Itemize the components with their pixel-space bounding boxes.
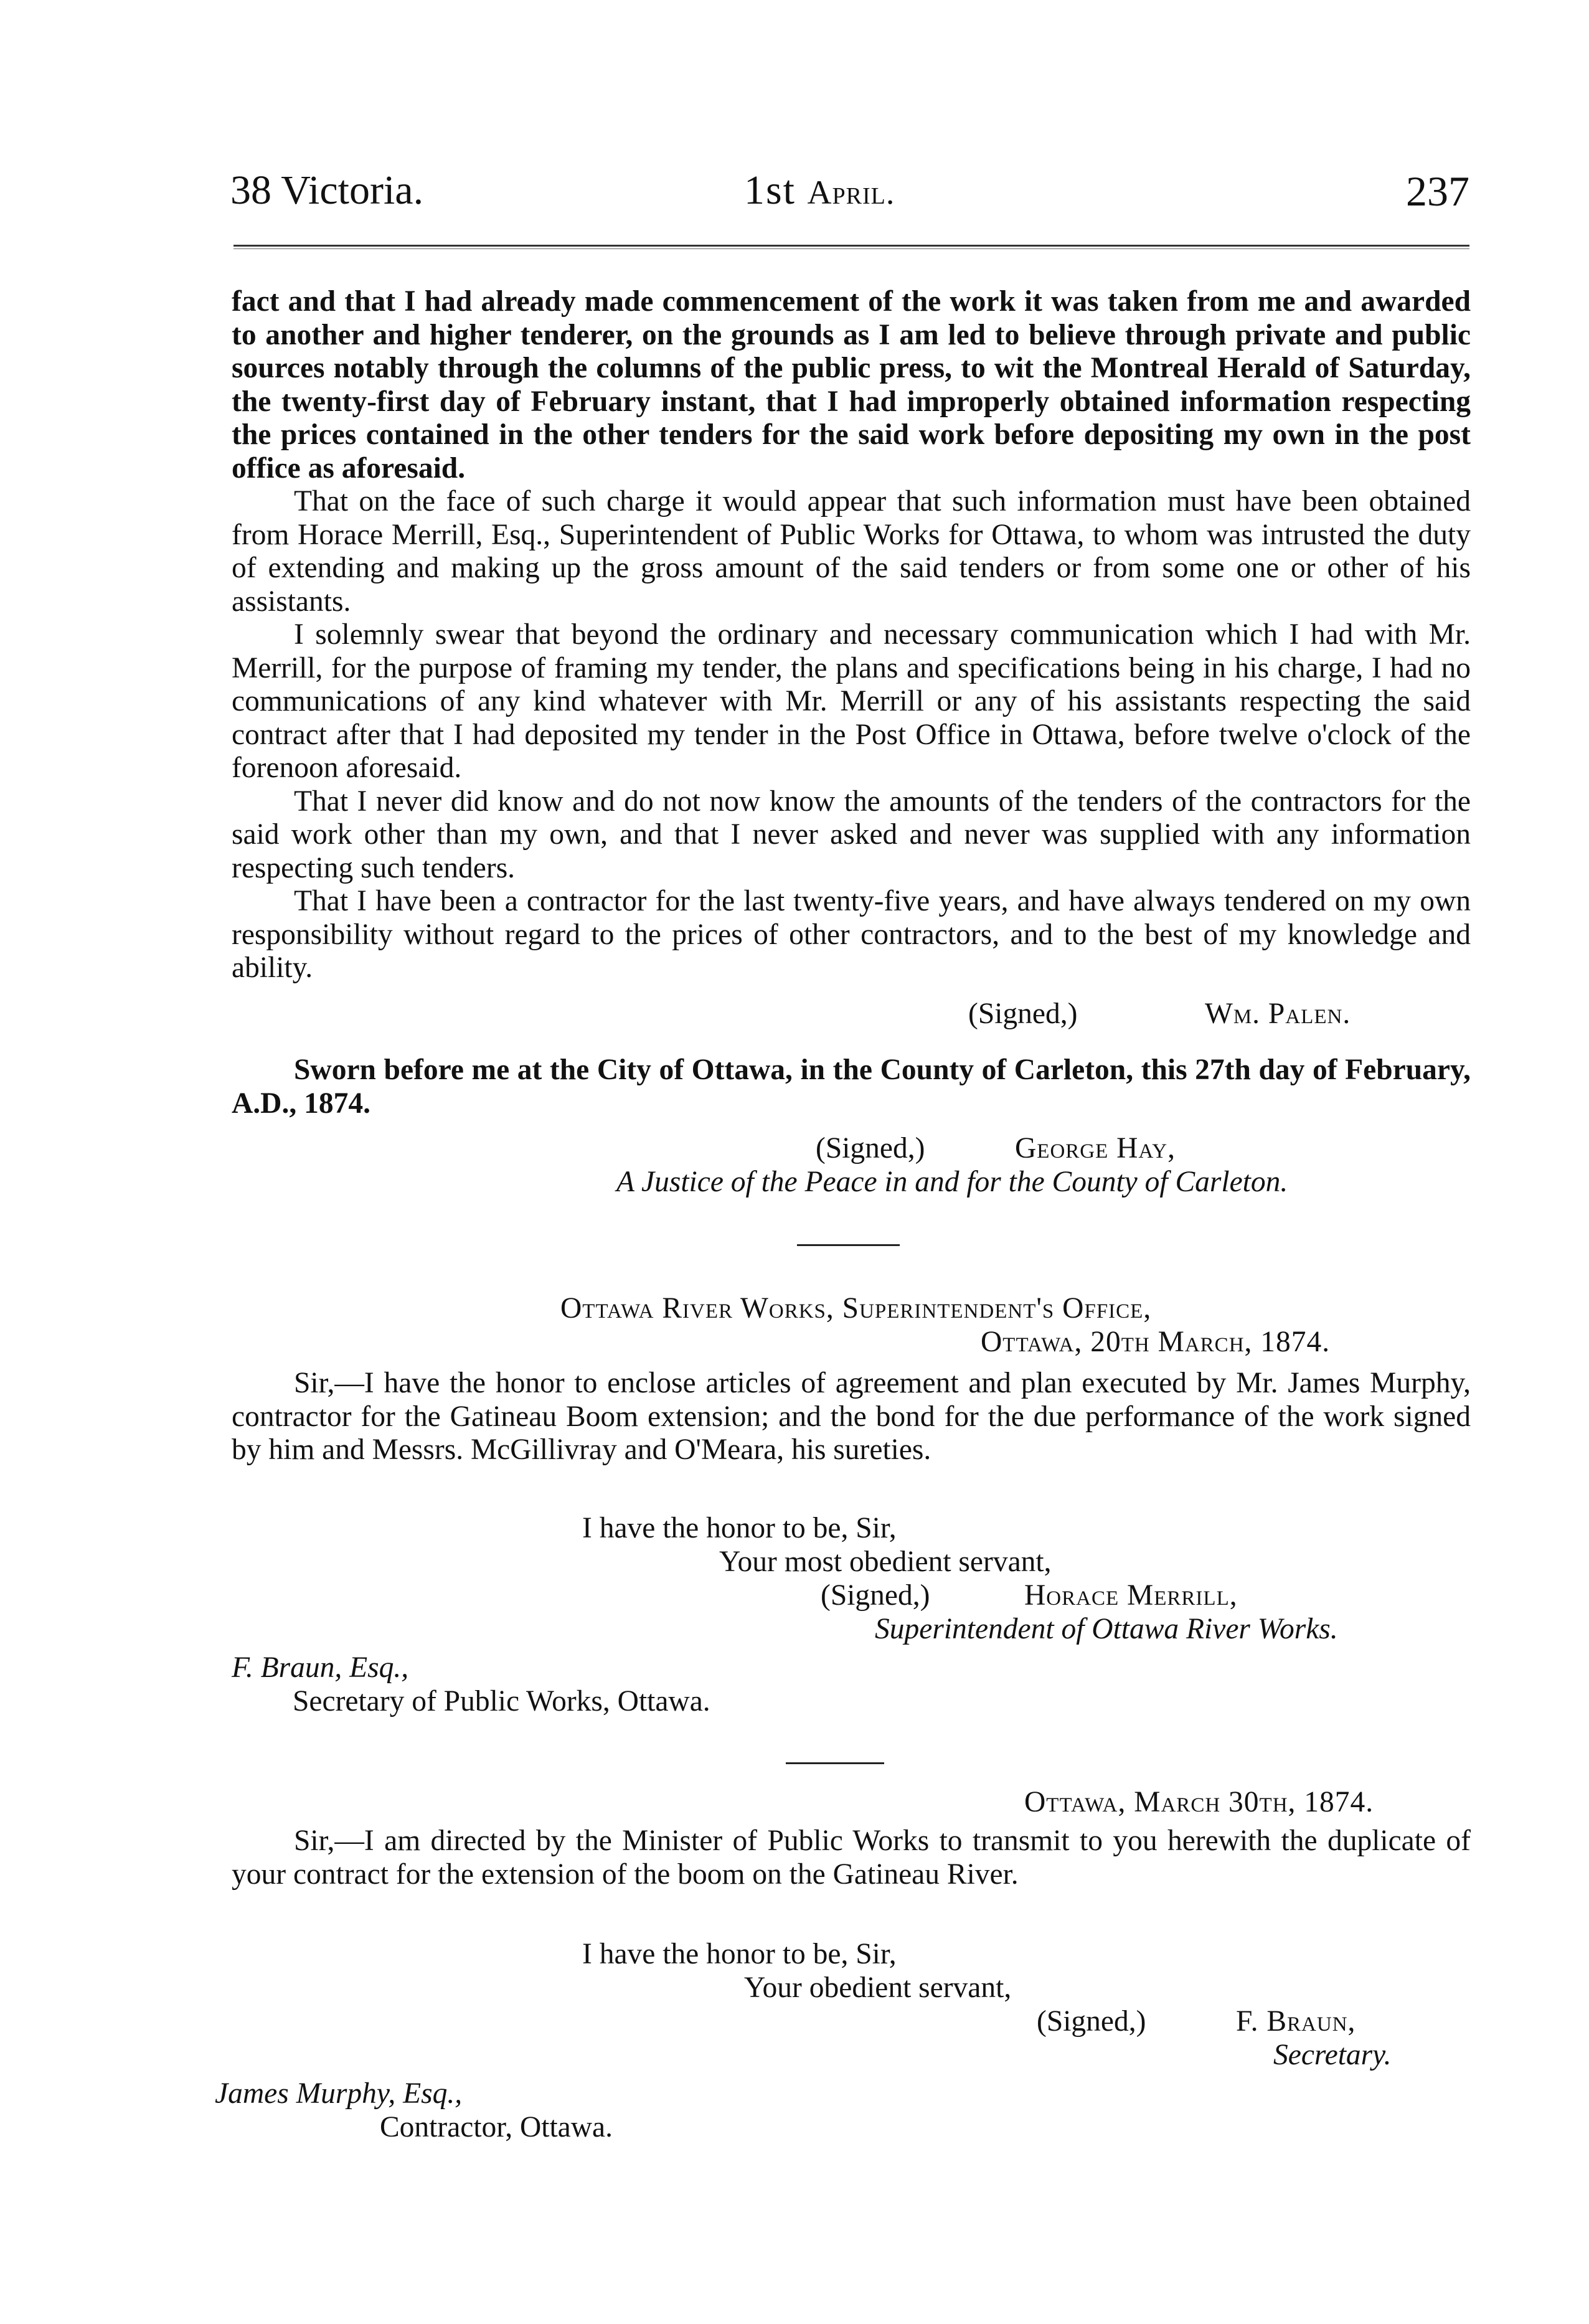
affidavit-paragraph-2: That on the face of such charge it would appear that such information must have been obtained from Horace Merrill, Esq., Superintendent of Public Works for Ottawa, to whom was intrusted the duty of extending and making up the gross amount of the said tenders or from some one or other of his assistants. (232, 485, 1471, 618)
header-date (744, 167, 895, 214)
letter1-addressee-title: Secretary of Public Works, Ottawa. (293, 1685, 710, 1717)
letter2-closing-1: I have the honor to be, Sir, (582, 1938, 897, 1970)
letter1-signed-label: (Signed,) (821, 1579, 930, 1612)
affidavit-paragraph-5: That I have been a contractor for the last twenty-five years, and have always tendered on my own responsibility without regard to the prices of other contractors, and to the best of my knowledge and ability. (232, 885, 1471, 984)
letter1-signer: Horace Merrill, (1024, 1579, 1238, 1612)
letter1-body-text: Sir,—I have the honor to enclose articles of agreement and plan executed by Mr. James Murphy, contractor for the Gatineau Boom extension; and the bond for the due performance of the work signed by him and Messrs. McGillivray and O'Meara, his sureties. (232, 1367, 1471, 1466)
affidavit-paragraph-4: That I never did know and do not now know the amounts of the tenders of the contractors for the said work other than my own, and that I never asked and never was supplied with any information respecting such tenders. (232, 785, 1471, 884)
running-header (230, 167, 1469, 217)
affidavit-paragraph-1: fact and that I had already made commencement of the work it was taken from me and awarded to another and higher tenderer, on the grounds as I am led to believe through private and public sources notably through the columns of the public press, to wit the Montreal Herald of Saturday, the twenty-first day of February instant, that I had improperly obtained information respecting the prices contained in the other tenders for the said work before depositing my own in the post office as aforesaid. (232, 285, 1471, 484)
letter1-dateline: Ottawa, 20th March, 1874. (981, 1326, 1331, 1358)
section-separator-1 (797, 1244, 900, 1246)
page-number: 237 (1406, 168, 1469, 215)
header-month: April. (807, 174, 895, 211)
sworn-signer-title: A Justice of the Peace in and for the County of Carleton. (616, 1166, 1288, 1198)
letter1-addressee-name: F. Braun, Esq., (232, 1651, 409, 1684)
letter2-addressee-name: James Murphy, Esq., (215, 2077, 463, 2110)
sworn-statement (232, 1054, 1471, 1120)
affidavit-signer: Wm. Palen. (1205, 998, 1351, 1030)
letter2-body-text: Sir,—I am directed by the Minister of Public Works to transmit to you herewith the duplicate of your contract for the extension of the boom on the Gatineau River. (232, 1825, 1471, 1891)
letter2-signer: F. Braun, (1236, 2005, 1356, 2038)
letter1-closing-2: Your most obedient servant, (719, 1546, 1052, 1578)
letter2-signed-label: (Signed,) (1037, 2005, 1146, 2038)
section-separator-2 (786, 1762, 884, 1764)
letter2-closing-2: Your obedient servant, (744, 1972, 1012, 2004)
affidavit-body (232, 285, 1471, 985)
header-rule (233, 245, 1469, 249)
header-session: 38 Victoria. (230, 168, 424, 213)
letter1-body (232, 1367, 1471, 1467)
affidavit-signed-label: (Signed,) (968, 998, 1078, 1030)
letter1-signer-title: Superintendent of Ottawa River Works. (875, 1613, 1338, 1645)
sworn-signer: George Hay, (1015, 1132, 1176, 1164)
sworn-text: Sworn before me at the City of Ottawa, in the County of Carleton, this 27th day of February, A.D., 1874. (232, 1054, 1471, 1120)
letter2-addressee-title: Contractor, Ottawa. (380, 2111, 613, 2143)
letter1-office: Ottawa River Works, Superintendent's Office, (560, 1292, 1152, 1325)
header-day: 1st (744, 168, 796, 213)
letter2-dateline: Ottawa, March 30th, 1874. (1024, 1786, 1374, 1818)
letter2-signer-title: Secretary. (1273, 2039, 1392, 2071)
letter1-closing-1: I have the honor to be, Sir, (582, 1512, 897, 1544)
letter2-body (232, 1825, 1471, 1891)
affidavit-paragraph-3: I solemnly swear that beyond the ordinary and necessary communication which I had with Mr. Merrill, for the purpose of framing my tender, the plans and specifications being in his charge, I had no communications of any kind whatever with Mr. Merrill or any of his assistants respecting the said contract after that I had deposited my tender in the Post Office in Ottawa, before twelve o'clock of the forenoon aforesaid. (232, 618, 1471, 784)
sworn-signed-label: (Signed,) (816, 1132, 925, 1164)
